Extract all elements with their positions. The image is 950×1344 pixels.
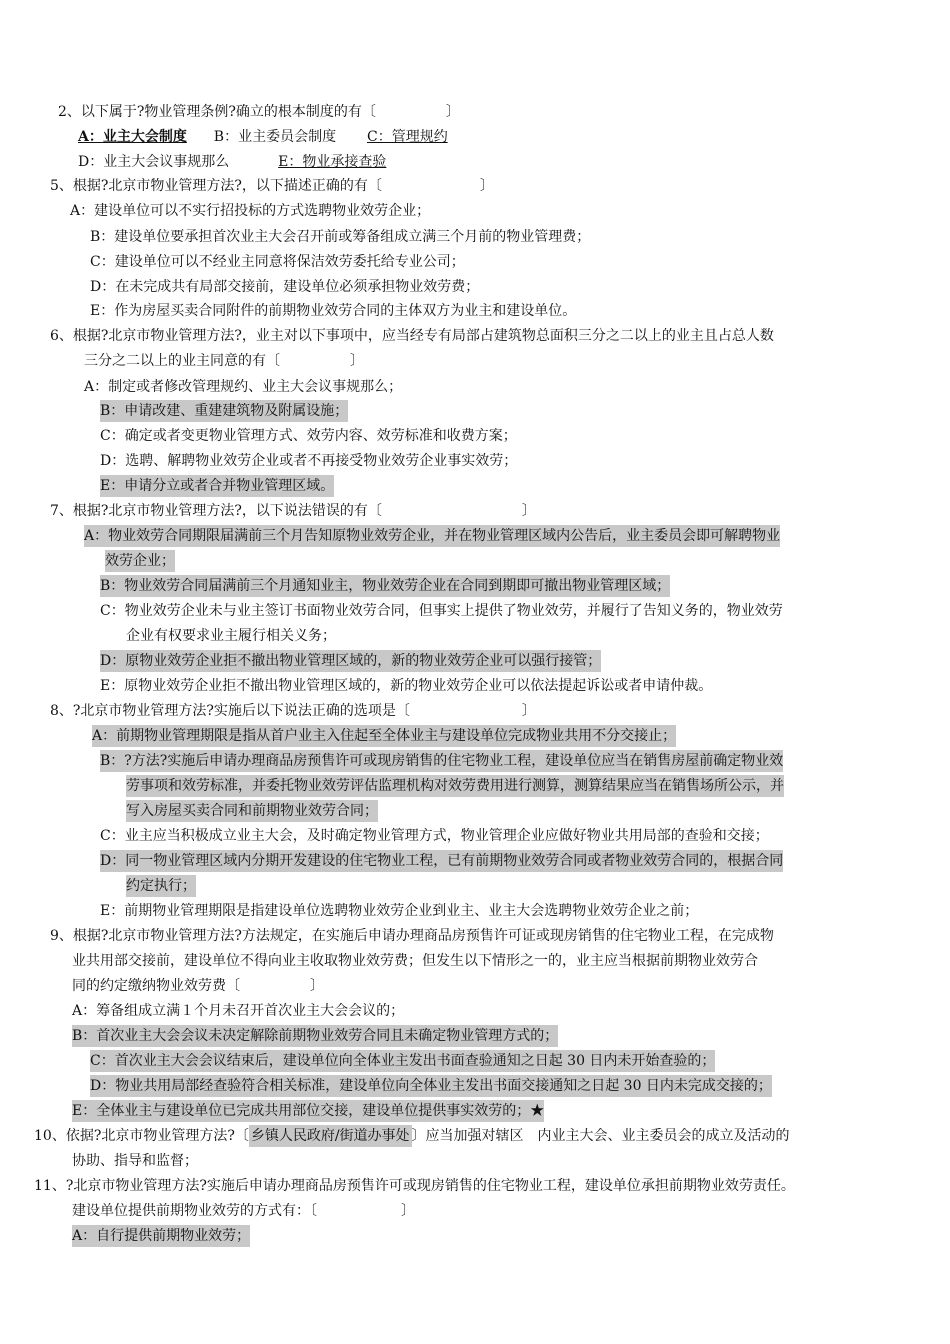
question-7-option-c-line1: C：物业效劳企业未与业主签订书面物业效劳合同，但事实上提供了物业效劳，并履行了告知义务的，物业效劳 [100, 603, 783, 619]
question-2-stem: 2、以下属于?物业管理条例?确立的根本制度的有〔 〕 [58, 104, 460, 120]
question-11-stem-line1: 11、?北京市物业管理方法?实施后申请办理商品房预售许可或现房销售的住宅物业工程，建设单位承担前期物业效劳责任。 [34, 1178, 795, 1194]
question-6-option-a: A：制定或者修改管理规约、业主大会议事规那么； [84, 379, 403, 395]
question-8-option-a: A：前期物业管理期限是指从首户业主入住起至全体业主与建设单位完成物业共用不分交接止； [92, 725, 676, 747]
question-2-option-c: C：管理规约 [366, 129, 448, 145]
question-8-stem: 8、?北京市物业管理方法?实施后以下说法正确的选项是〔 〕 [50, 703, 536, 719]
question-5-option-c: C：建设单位可以不经业主同意将保洁效劳委托给专业公司； [90, 254, 465, 270]
question-8-option-e: E：前期物业管理期限是指建设单位选聘物业效劳企业到业主、业主大会选聘物业效劳企业之前； [100, 903, 699, 919]
question-7-option-a-line1: A：物业效劳合同期限届满前三个月告知原物业效劳企业，并在物业管理区域内公告后，业主委员会即可解聘物业 [84, 525, 780, 547]
question-9-stem-line3: 同的约定缴纳物业效劳费〔 〕 [72, 978, 324, 994]
question-10-stem-line2: 协助、指导和监督； [72, 1153, 198, 1169]
question-6-option-c: C：确定或者变更物业管理方式、效劳内容、效劳标准和收费方案； [100, 428, 517, 444]
question-9-option-b: B：首次业主大会会议未决定解除前期物业效劳合同且未确定物业管理方式的； [72, 1025, 558, 1047]
question-2-option-a: A：业主大会制度 [78, 129, 187, 145]
question-8-option-b-line3: 写入房屋买卖合同和前期物业效劳合同； [126, 800, 378, 822]
question-6-option-d: D：选聘、解聘物业效劳企业或者不再接受物业效劳企业事实效劳； [100, 453, 518, 469]
question-2-option-e: E：物业承接查验 [278, 154, 387, 170]
question-6-stem-line1: 6、根据?北京市物业管理方法?，业主对以下事项中，应当经专有局部占建筑物总面积三分之二以上的业主且占总人数 [50, 328, 774, 344]
question-9-option-a: A：筹备组成立满１个月未召开首次业主大会会议的； [72, 1003, 405, 1019]
question-2-option-d: D：业主大会议事规那么 [78, 154, 230, 170]
question-8-option-b-line2: 劳事项和效劳标准，并委托物业效劳评估监理机构对效劳费用进行测算，测算结果应当在销售场所公示，并 [126, 775, 784, 797]
question-7-stem: 7、根据?北京市物业管理方法?，以下说法错误的有〔 〕 [50, 503, 536, 519]
question-8-option-d-line1: D：同一物业管理区域内分期开发建设的住宅物业工程，已有前期物业效劳合同或者物业效劳合同的，根据合同 [100, 850, 783, 872]
question-11-stem-line2: 建设单位提供前期物业效劳的方式有：〔 〕 [72, 1203, 415, 1219]
question-7-option-e: E：原物业效劳企业拒不撤出物业管理区域的，新的物业效劳企业可以依法提起诉讼或者申请仲裁。 [100, 678, 713, 694]
question-5-option-e: E：作为房屋买卖合同附件的前期物业效劳合同的主体双方为业主和建设单位。 [90, 303, 577, 319]
question-7-option-a-line2: 效劳企业； [105, 550, 175, 572]
question-7-option-d: D：原物业效劳企业拒不撤出物业管理区域的，新的物业效劳企业可以强行接管； [100, 650, 601, 672]
question-9-stem-line1: 9、根据?北京市物业管理方法?方法规定，在实施后申请办理商品房预售许可证或现房销售的住宅物业工程，在完成物 [50, 928, 774, 944]
question-5-option-d: D：在未完成共有局部交接前，建设单位必须承担物业效劳费； [90, 279, 480, 295]
question-6-option-e: E：申请分立或者合并物业管理区域。 [100, 475, 334, 497]
question-8-option-b-line1: B：?方法?实施后申请办理商品房预售许可或现房销售的住宅物业工程，建设单位应当在销售房屋前确定物业效 [100, 750, 783, 772]
question-2-options-row1 [78, 126, 448, 148]
question-6-stem-line2: 三分之二以上的业主同意的有〔 〕 [84, 353, 364, 369]
question-2-option-b: B：业主委员会制度 [213, 129, 337, 145]
question-6-option-b: B：申请改建、重建建筑物及附属设施； [100, 400, 348, 422]
question-9-option-e: E：全体业主与建设单位已完成共用部位交接，建设单位提供事实效劳的；★ [72, 1100, 544, 1122]
question-8-option-d-line2: 约定执行； [126, 875, 196, 897]
question-9-stem-line2: 业共用部交接前，建设单位不得向业主收取物业效劳费；但发生以下情形之一的，业主应当根据前期物业效劳合 [72, 953, 758, 969]
question-10-answer: 乡镇人民政府/街道办事处 [249, 1125, 412, 1147]
question-5-stem: 5、根据?北京市物业管理方法?，以下描述正确的有〔 〕 [50, 178, 494, 194]
question-10-stem-line1: 10、依据?北京市物业管理方法?〔 乡镇人民政府/街道办事处 〕应当加强对辖区 内业主大会、业主委员会的成立及活动的 [34, 1125, 790, 1147]
question-9-option-c: C：首次业主大会会议结束后，建设单位向全体业主发出书面查验通知之日起 30 日内未开始查验的； [90, 1050, 715, 1072]
question-5-option-b: B：建设单位要承担首次业主大会召开前或筹备组成立满三个月前的物业管理费； [90, 229, 591, 245]
question-7-option-b: B：物业效劳合同届满前三个月通知业主，物业效劳企业在合同到期即可撤出物业管理区域； [100, 575, 670, 597]
question-7-option-c-line2: 企业有权要求业主履行相关义务； [126, 628, 336, 644]
question-9-option-d: D：物业共用局部经查验符合相关标准，建设单位向全体业主发出书面交接通知之日起 30 日内未完成交接的； [90, 1075, 772, 1097]
question-2-options-row2 [78, 151, 386, 173]
question-5-option-a: A：建设单位可以不实行招投标的方式选聘物业效劳企业； [70, 203, 431, 219]
question-11-option-a: A：自行提供前期物业效劳； [72, 1225, 250, 1247]
question-8-option-c: C：业主应当积极成立业主大会，及时确定物业管理方式，物业管理企业应做好物业共用局部的查验和交接； [100, 828, 769, 844]
